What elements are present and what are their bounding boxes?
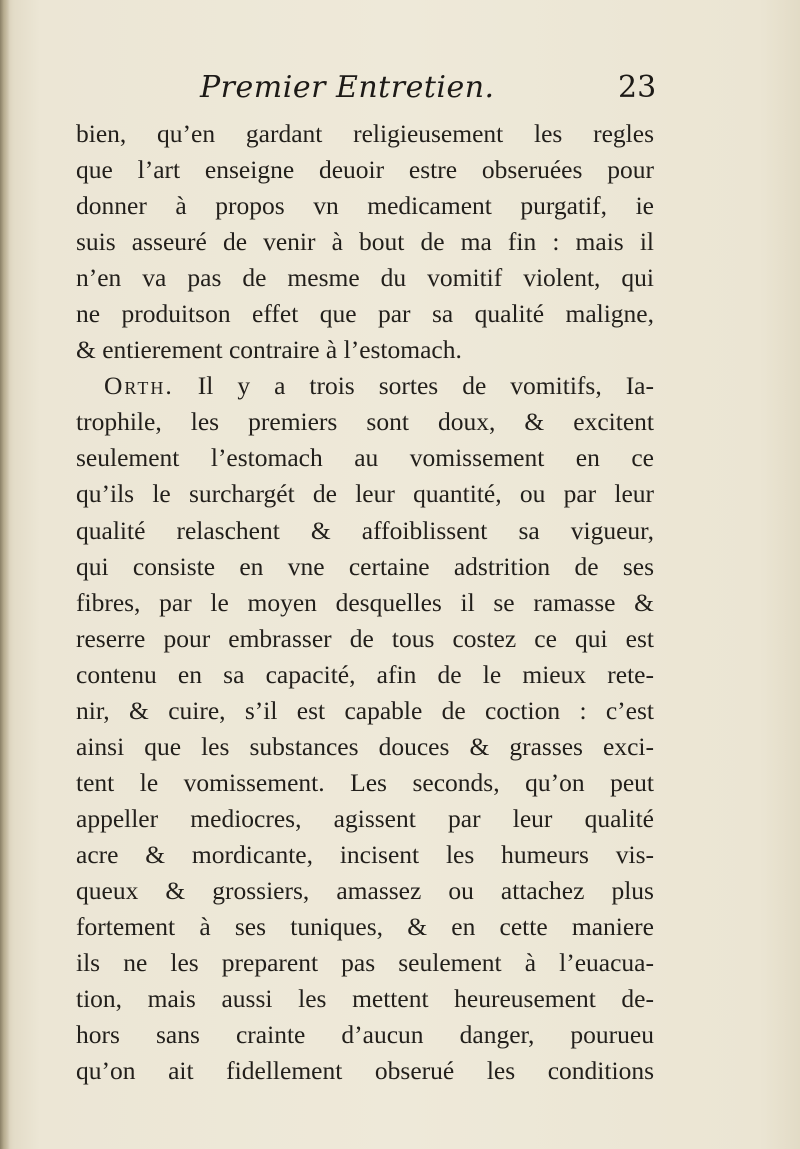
page-header	[0, 68, 800, 112]
text-line: qu’on ait fidellement obserué les conditions	[76, 1056, 654, 1086]
running-title: Premier Entretien.	[200, 70, 495, 105]
text-line: hors sans crainte d’aucun danger, pourueu	[76, 1020, 654, 1050]
text-line: nir, & cuire, s’il est capable de coction : c’est	[76, 695, 654, 725]
page-number: 23	[618, 70, 657, 105]
text-line: ils ne les preparent pas seulement à l’euacua-	[76, 948, 654, 978]
text-line: qui consiste en vne certaine adstrition de ses	[76, 551, 654, 581]
body-text	[76, 116, 656, 1089]
text-line: & entierement contraire à l’estomach.	[76, 335, 462, 365]
text-line: que l’art enseigne deuoir estre obseruées pour	[76, 155, 654, 185]
text-line: tion, mais aussi les mettent heureusement de-	[76, 984, 654, 1014]
text-line: ne produitson effet que par sa qualité maligne,	[76, 299, 654, 329]
text-line: donner à propos vn medicament purgatif, ie	[76, 191, 654, 221]
text-line: qu’ils le surchargét de leur quantité, ou par leur	[76, 479, 654, 509]
text-line: appeller mediocres, agissent par leur qualité	[76, 803, 654, 833]
text-line: contenu en sa capacité, afin de le mieux rete-	[76, 659, 654, 689]
text-line: bien, qu’en gardant religieusement les regles	[76, 119, 654, 148]
text-line: queux & grossiers, amassez ou attachez plus	[76, 875, 654, 905]
paragraph-first-line	[76, 368, 654, 404]
text-line: reserre pour embrasser de tous costez ce qui est	[76, 623, 654, 653]
text-line: trophile, les premiers sont doux, & excitent	[76, 407, 654, 437]
text-line: qualité relaschent & affoiblissent sa vigueur,	[76, 515, 654, 545]
text-line: ainsi que les substances douces & grasses exci-	[76, 731, 654, 761]
text-line: tent le vomissement. Les seconds, qu’on peut	[76, 767, 654, 797]
text-line: suis asseuré de venir à bout de ma fin : mais il	[76, 227, 654, 257]
speaker-name: Orth.	[104, 371, 174, 401]
text-line: Il y a trois sortes de vomitifs, Ia-	[197, 371, 654, 401]
text-line: fortement à ses tuniques, & en cette maniere	[76, 912, 654, 942]
text-line: n’en va pas de mesme du vomitif violent, qui	[76, 263, 654, 293]
text-line: fibres, par le moyen desquelles il se ramasse &	[76, 587, 654, 617]
text-line: acre & mordicante, incisent les humeurs vis-	[76, 839, 654, 869]
text-line: seulement l’estomach au vomissement en ce	[76, 443, 654, 473]
